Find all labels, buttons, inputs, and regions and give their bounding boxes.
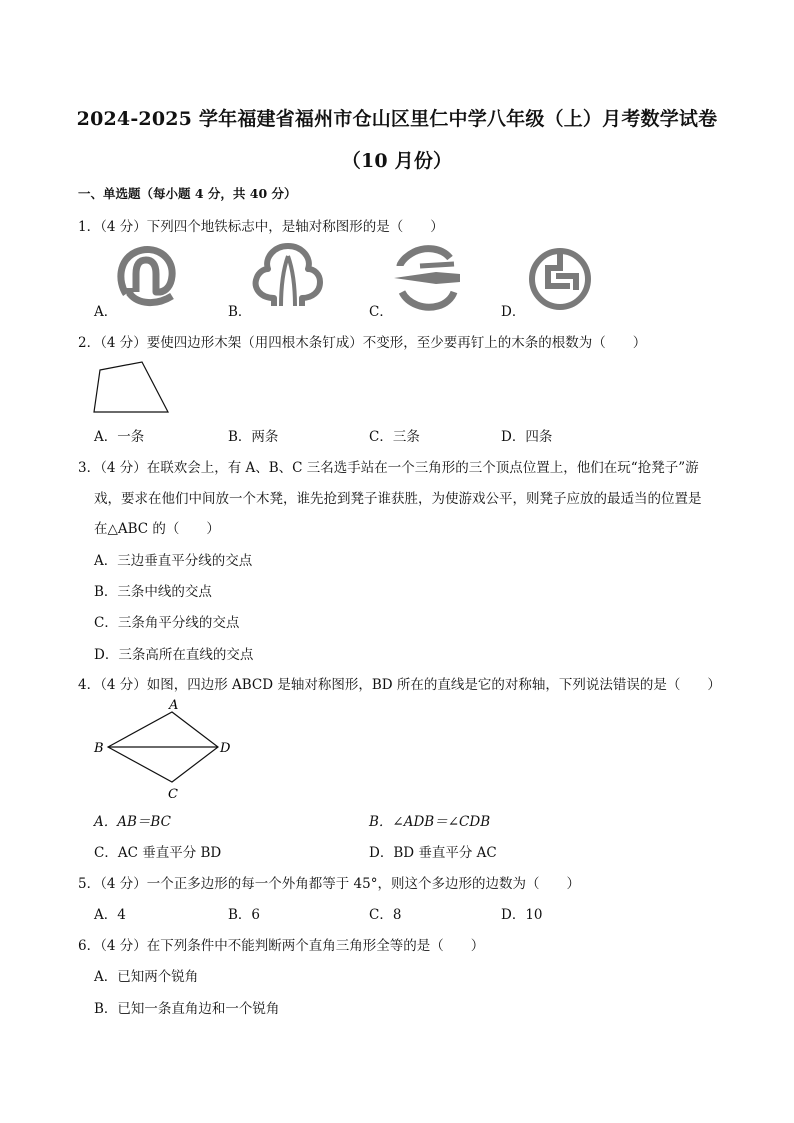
exam-title-line1: 2024-2025 学年福建省福州市仓山区里仁中学八年级（上）月考数学试卷 (76, 108, 718, 130)
q5-option-d: D．10 (501, 907, 543, 923)
q2-option-d: D．四条 (501, 429, 553, 445)
quadrilateral-frame-figure (92, 360, 172, 414)
section-heading: 一、单选题（每小题 4 分，共 40 分） (78, 186, 297, 201)
question-4: 4．（4 分）如图，四边形 ABCD 是轴对称图形，BD 所在的直线是它的对称轴，下列说法错误的是（ ） (78, 677, 721, 693)
metro-logo-a-icon (116, 244, 176, 312)
q6-option-b: B．已知一条直角边和一个锐角 (94, 1001, 280, 1017)
q3-option-a: A．三边垂直平分线的交点 (94, 553, 253, 569)
vertex-label-a: A (169, 698, 179, 713)
q2-option-b: B．两条 (228, 429, 279, 445)
question-2: 2．（4 分）要使四边形木架（用四根木条钉成）不变形，至少要再钉上的木条的根数为（ ） (78, 335, 647, 351)
question-3-line3: 在△ABC 的（ ） (94, 521, 220, 537)
vertex-label-c: C (168, 787, 178, 802)
q4-option-d: D．BD 垂直平分 AC (369, 845, 497, 861)
q4-option-b: B．∠ADB＝∠CDB (369, 814, 491, 830)
q1-option-b: B． (228, 304, 252, 320)
metro-logo-d-icon (526, 246, 594, 312)
question-3-line1: 3．（4 分）在联欢会上，有 A、B、C 三名选手站在一个三角形的三个顶点位置上，他们在玩“抢凳子”游 (78, 460, 699, 476)
exam-title-line2: （10 月份） (341, 150, 453, 172)
metro-logo-c-icon (390, 244, 462, 312)
question-5: 5．（4 分）一个正多边形的每一个外角都等于 45°，则这个多边形的边数为（ ） (78, 876, 580, 892)
question-3-line2: 戏，要求在他们中间放一个木凳，谁先抢到凳子谁获胜，为使游戏公平，则凳子应放的最适当的位置是 (94, 491, 702, 507)
q2-option-c: C．三条 (369, 429, 420, 445)
vertex-label-d: D (220, 741, 231, 756)
q6-option-a: A．已知两个锐角 (94, 969, 199, 985)
q1-option-c: C． (369, 304, 393, 320)
q5-option-b: B．6 (228, 907, 261, 923)
q3-option-d: D．三条高所在直线的交点 (94, 647, 254, 663)
q2-option-a: A．一条 (94, 429, 145, 445)
q3-option-c: C．三条角平分线的交点 (94, 615, 240, 631)
vertex-label-b: B (94, 741, 104, 756)
q1-option-d: D． (501, 304, 526, 320)
q5-option-c: C．8 (369, 907, 402, 923)
q4-option-a: A．AB＝BC (94, 814, 171, 830)
kite-abcd-figure (92, 696, 242, 802)
q4-option-c: C．AC 垂直平分 BD (94, 845, 222, 861)
q1-option-a: A． (94, 304, 118, 320)
q3-option-b: B．三条中线的交点 (94, 584, 212, 600)
question-1: 1．（4 分）下列四个地铁标志中，是轴对称图形的是（ ） (78, 219, 444, 235)
question-6: 6．（4 分）在下列条件中不能判断两个直角三角形全等的是（ ） (78, 938, 485, 954)
q5-option-a: A．4 (94, 907, 126, 923)
metro-logo-b-icon (252, 242, 324, 312)
